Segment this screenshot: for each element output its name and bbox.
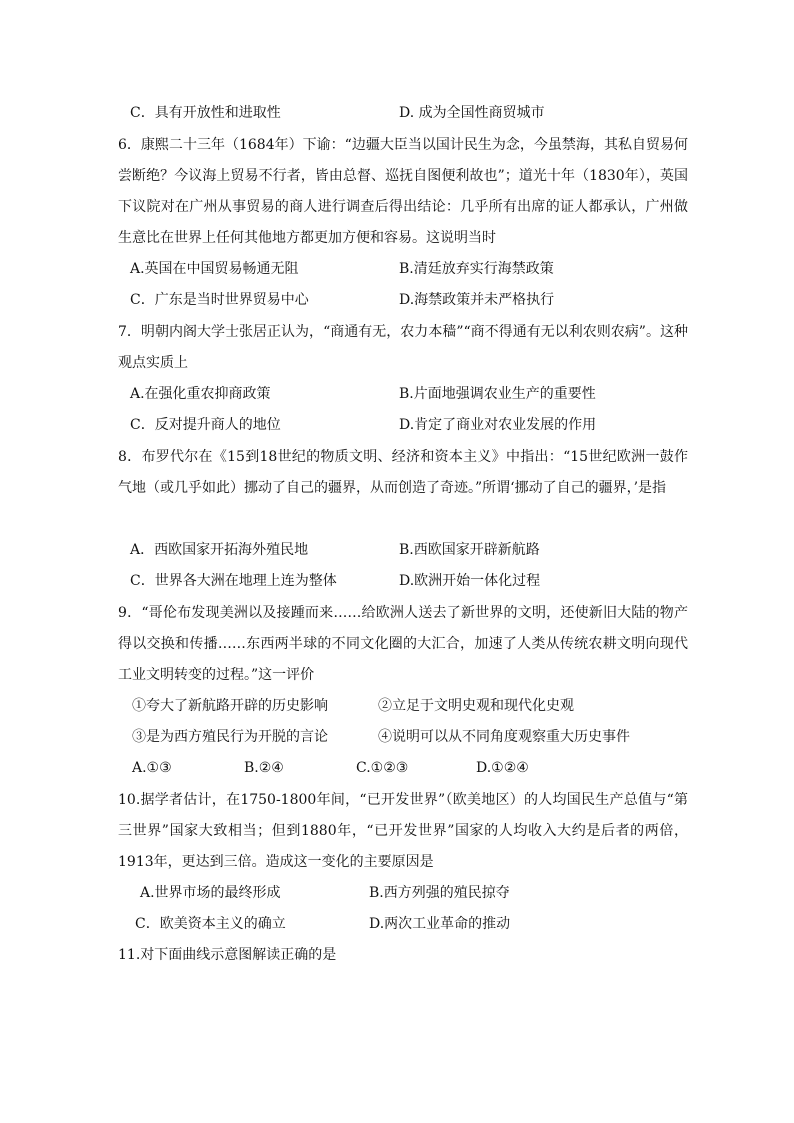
q8-option-a: A．西欧国家开拓海外殖民地	[130, 542, 309, 558]
q10-option-b: B.西方列强的殖民掠夺	[369, 885, 510, 901]
q10-option-a: A.世界市场的最终形成	[140, 885, 281, 901]
q9-item-1: ①夸大了新航路开辟的历史影响	[132, 698, 328, 714]
q8-option-d: D.欧洲开始一体化过程	[399, 573, 541, 589]
q5-option-d: D. 成为全国性商贸城市	[399, 105, 545, 121]
q6-option-b: B.清廷放弃实行海禁政策	[399, 261, 554, 277]
q9-option-c: C.①②③	[356, 760, 409, 776]
q9-item-2: ②立足于文明史观和现代化史观	[378, 698, 574, 714]
q11-stem: 11.对下面曲线示意图解读正确的是	[118, 947, 337, 963]
q9-option-d: D.①②④	[476, 760, 529, 776]
q7-option-d: D.肯定了商业对农业发展的作用	[399, 417, 597, 433]
q9-item-4: ④说明可以从不同角度观察重大历史事件	[378, 729, 630, 745]
q7-option-c: C．反对提升商人的地位	[130, 417, 281, 433]
q8-stem: 8．布罗代尔在《15到18世纪的物质文明、经济和资本主义》中指出：“15世纪欧洲一鼓作气地（或几乎如此）挪动了自己的疆界，从而创造了奇迹。”所谓‘挪动了自己的疆界，’是指	[118, 449, 688, 496]
q7-option-a: A.在强化重农抑商政策	[130, 386, 271, 402]
q7-stem: 7．明朝内阁大学士张居正认为，“商通有无，农力本穑”“商不得通有无以利农则农病”。这种观点实质上	[118, 324, 688, 371]
q6-option-c: C．广东是当时世界贸易中心	[130, 292, 309, 308]
q9-option-b: B.②④	[244, 760, 284, 776]
q5-option-c: C．具有开放性和进取性	[130, 105, 281, 121]
q6-stem: 6．康熙二十三年（1684年）下谕：“边疆大臣当以国计民生为念，今虽禁海，其私自贸易何尝断绝？今议海上贸易不行者，皆由总督、巡抚自图便利故也”；道光十年（1830年），英国下议院对在广州从事贸易的商人进行调查后得出结论：几乎所有出席的证人都承认，广州做生意比在世界上任何其他地方都更加方便和容易。这说明当时	[118, 137, 688, 246]
q7-option-b: B.片面地强调农业生产的重要性	[399, 386, 596, 402]
q10-option-c: C．欧美资本主义的确立	[135, 916, 286, 932]
q9-option-a: A.①③	[132, 760, 172, 776]
q8-option-b: B.西欧国家开辟新航路	[399, 542, 540, 558]
q9-item-3: ③是为西方殖民行为开脱的言论	[132, 729, 328, 745]
q6-option-a: A.英国在中国贸易畅通无阻	[130, 261, 299, 277]
q10-stem: 10.据学者估计，在1750-1800年间，“已开发世界”（欧美地区）的人均国民生产总值与“第三世界”国家大致相当；但到1880年，“已开发世界”国家的人均收入大约是后者的两倍，1913年，更达到三倍。造成这一变化的主要原因是	[118, 792, 688, 870]
q9-stem: 9．“哥伦布发现美洲以及接踵而来……给欧洲人送去了新世界的文明，还使新旧大陆的物产得以交换和传播……东西两半球的不同文化圈的大汇合，加速了人类从传统农耕文明向现代工业文明转变的过程。”这一评价	[118, 605, 688, 683]
q10-option-d: D.两次工业革命的推动	[369, 916, 511, 932]
q6-option-d: D.海禁政策并未严格执行	[399, 292, 555, 308]
q8-option-c: C．世界各大洲在地理上连为整体	[130, 573, 337, 589]
